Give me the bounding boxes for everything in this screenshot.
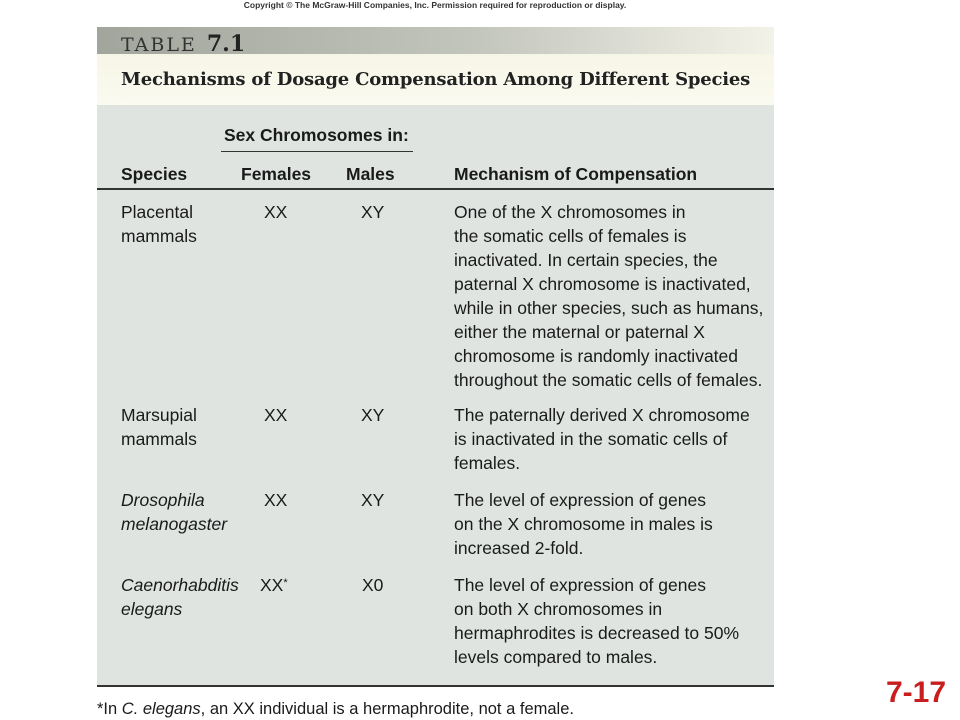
males-cell: XY <box>361 405 385 425</box>
mechanism-line: on both X chromosomes in <box>454 599 663 619</box>
mechanism-line: throughout the somatic cells of females. <box>454 370 763 390</box>
table-title: Mechanisms of Dosage Compensation Among Different Species <box>121 69 751 90</box>
mechanism-line: increased 2-fold. <box>454 538 584 558</box>
species-line: elegans <box>121 599 183 619</box>
header-females: Females <box>241 164 312 184</box>
table-footnote <box>97 700 574 719</box>
header-rule <box>97 188 774 190</box>
mechanism-cell <box>454 573 739 669</box>
mechanism-line: inactivated. In certain species, the <box>454 250 718 270</box>
species-cell <box>121 488 227 536</box>
header-males: Males <box>346 164 395 184</box>
copyright-notice: Copyright © The McGraw-Hill Companies, Inc. Permission required for reproduction or display. <box>243 0 627 10</box>
males-cell: XY <box>361 202 385 222</box>
header-species: Species <box>121 164 188 184</box>
species-line: melanogaster <box>121 514 228 534</box>
mechanism-line: The paternally derived X chromosome <box>454 405 750 425</box>
mechanism-line: while in other species, such as humans, <box>454 298 764 318</box>
mechanism-cell <box>454 488 713 560</box>
mechanism-line: is inactivated in the somatic cells of <box>454 429 728 449</box>
mechanism-line: on the X chromosome in males is <box>454 514 713 534</box>
species-cell <box>121 200 197 248</box>
mechanism-line: levels compared to males. <box>454 647 658 667</box>
mechanism-line: paternal X chromosome is inactivated, <box>454 274 751 294</box>
footnote-mark: * <box>283 577 288 589</box>
table-label <box>121 31 245 57</box>
data-table <box>97 27 774 687</box>
species-line: mammals <box>121 429 197 449</box>
footnote-mark: * <box>97 700 104 718</box>
species-cell <box>121 573 239 621</box>
mechanism-cell <box>454 403 750 475</box>
mechanism-line: hermaphrodites is decreased to 50% <box>454 623 740 643</box>
header-mechanism: Mechanism of Compensation <box>454 164 698 184</box>
mechanism-line: One of the X chromosomes in <box>454 202 686 222</box>
mechanism-line: either the maternal or paternal X <box>454 322 705 342</box>
males-cell: XY <box>361 490 385 510</box>
page-number: 7-17 <box>885 676 946 709</box>
mechanism-line: The level of expression of genes <box>454 490 706 510</box>
species-line: mammals <box>121 226 197 246</box>
table-label-word: TABLE <box>121 34 197 56</box>
males-cell: X0 <box>362 575 384 595</box>
females-cell: XX <box>264 490 288 510</box>
table-label-bar <box>97 27 774 57</box>
footnote-text: , an XX individual is a hermaphrodite, not a female. <box>200 700 574 718</box>
females-value: XX <box>260 575 284 595</box>
species-line: Drosophila <box>121 490 205 510</box>
mechanism-cell <box>454 200 763 392</box>
females-cell: XX <box>264 405 288 425</box>
mechanism-line: The level of expression of genes <box>454 575 706 595</box>
mechanism-line: females. <box>454 453 521 473</box>
species-line: Caenorhabditis <box>121 575 239 595</box>
mechanism-line: the somatic cells of females is <box>454 226 687 246</box>
bottom-rule <box>97 685 774 687</box>
species-line: Marsupial <box>121 405 197 425</box>
mechanism-line: chromosome is randomly inactivated <box>454 346 739 366</box>
species-line: Placental <box>121 202 193 222</box>
footnote-species: C. elegans <box>121 700 201 718</box>
column-group-rule <box>221 151 413 152</box>
table-number: 7.1 <box>206 31 246 57</box>
footnote-prefix: In <box>103 700 122 718</box>
species-cell <box>121 403 197 451</box>
females-cell: XX <box>264 202 288 222</box>
column-group-header: Sex Chromosomes in: <box>224 125 409 145</box>
females-cell <box>260 573 288 597</box>
